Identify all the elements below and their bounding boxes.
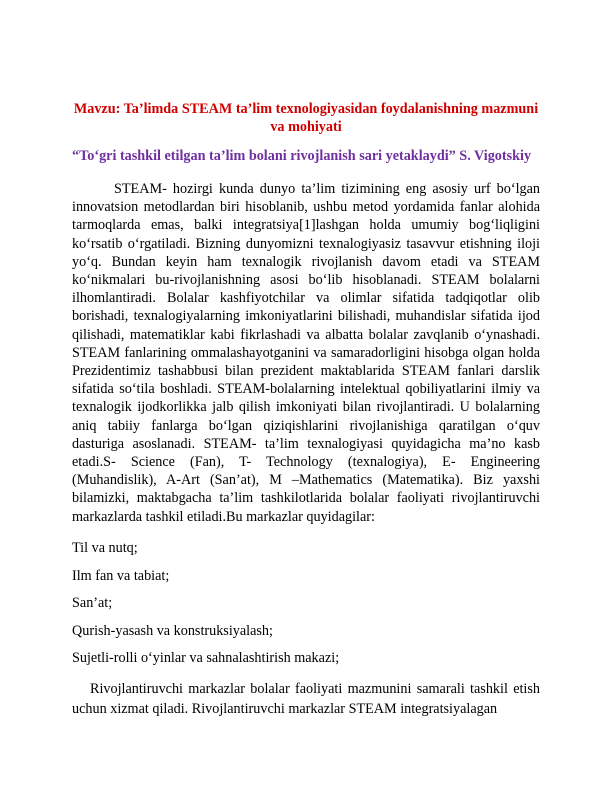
- list-item: Sujetli-rolli o‘yinlar va sahnalashtirish makazi;: [72, 650, 340, 667]
- document-title: Mavzu: Ta’limda STEAM ta’lim texnologiyasidan foydalanishning mazmuni va mohiyati: [73, 101, 539, 135]
- list-item: San’at;: [72, 595, 113, 612]
- centers-list: [72, 539, 540, 677]
- closing-paragraph: Rivojlantiruvchi markazlar bolalar faoliyati mazmunini samarali tashkil etish uchun xizmat qiladi. Rivojlantiruvchi markazlar STEAM integratsiyalagan: [72, 681, 540, 717]
- body-paragraph: STEAM- hozirgi kunda dunyo ta’lim tizimining eng asosiy urf bo‘lgan innovatsion metodlardan biri hisoblanib, ushbu metod yordamida fanlar alohida tarmoqlarda emas, balki integratsiya[1]lashgan holda umumiy bog‘liqligini ko‘rsatib o‘rgatiladi. Bizning dunyomizni texnalogiyasiz tasavvur etishning iloji yo‘q. Bundan keyin ham texnalogik rivojlanish davom etadi va STEAM ko‘nikmalari bu-rivojlanishning asosi bo‘lib hisoblanadi. STEAM bolalarni ilhomlantiradi. Bolalar kashfiyotchilar va olimlar sifatida tadqiqotlar olib borishadi, texnalogiyalarning imkoniyatlarini bilishadi, muhandislar sifatida ijod qilishadi, matematiklar kabi fikrlashadi va albatta bolalar zavqlanib o‘ynashadi. STEAM fanlarining ommalashayotganini va samaradorligini hisobga olgan holda Prezidentimiz tashabbusi bilan prezident maktablarida STEAM fanlari darslik sifatida so‘tila boshladi. STEAM-bolalarning intelektual qobiliyatlarini ilmiy va texnalogik ijodkorlikka jalb qilish imkoniyati bilan rivojlantiradi. U bolalarning aniq tabiiy fanlarga bo‘lgan qiziqishlarini rivojlanishiga qaratilgan o‘quv dasturiga asoslanadi. STEAM- ta’lim texnalogiyasi quyidagicha ma’no kasb etadi.S- Science (Fan), T- Technology (texnalogiya), E- Engineering (Muhandislik), A-Art (San’at), M –Mathematics (Matematika). Biz yaxshi bilamizki, maktabgacha ta’lim tashkilotlarida bolalar faoliyati rivojlantiruvchi markazlarda tashkil etiladi.Bu markazlar quyidagilar:: [72, 181, 540, 525]
- list-item: Qurish-yasash va konstruksiyalash;: [72, 622, 273, 639]
- epigraph-quote: “To‘gri tashkil etilgan ta’lim bolani rivojlanish sari yetaklaydi” S. Vigotskiy: [72, 148, 532, 164]
- list-item: Til va nutq;: [72, 540, 138, 556]
- list-item: Ilm fan va tabiat;: [72, 567, 170, 584]
